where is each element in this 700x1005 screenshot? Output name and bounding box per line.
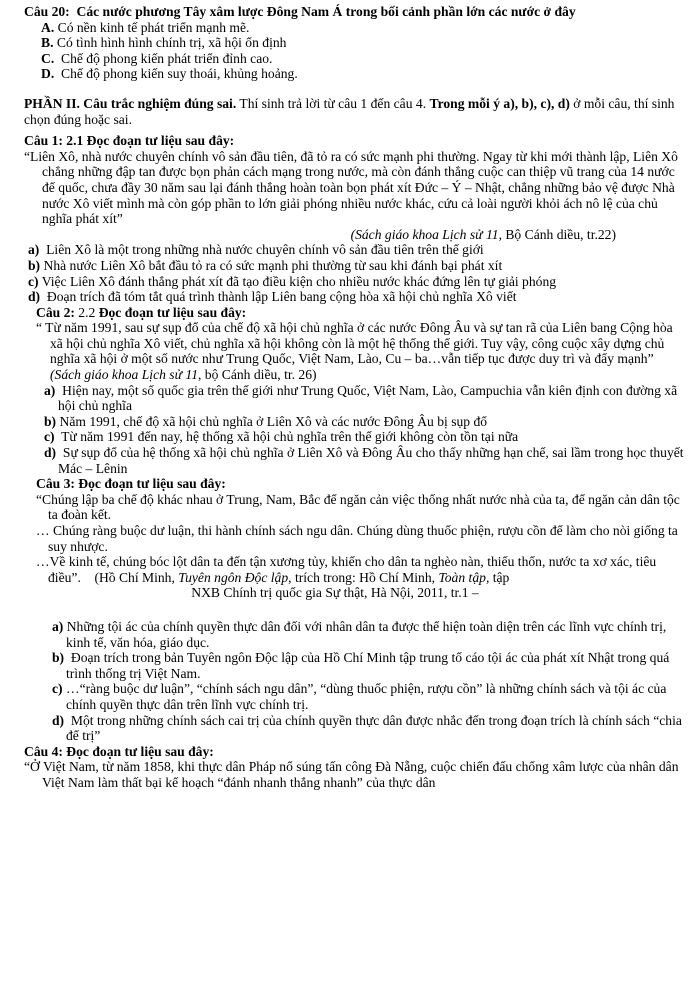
source-rest: , Bộ Cánh diều, tr.22): [498, 226, 616, 242]
item-text: Hiện nay, một số quốc gia trên thế giới như Trung Quốc, Việt Nam, Lào, Campuchia vẫn kiên định con đường xã hội chủ nghĩa: [58, 382, 678, 414]
option-text: Chế độ phong kiến suy thoái, khủng hoảng.: [61, 66, 298, 82]
question-4-passage: “Ở Việt Nam, từ năm 1858, khi thực dân Pháp nổ súng tấn công Đà Nẵng, cuộc chiến đấu chống xâm lược của nhân dân Việt Nam làm thất bại kế hoạch “đánh nhanh thắng nhanh” của thực dân: [24, 759, 679, 790]
question-1-source: [24, 227, 686, 243]
heading-num: 2.2: [74, 304, 96, 320]
item-text: Đoạn trích đã tóm tắt quá trình thành lập Liên bang cộng hòa xã hội chủ nghĩa Xô viết: [46, 289, 517, 305]
question-3-item-d[interactable]: [52, 713, 686, 744]
passage-text: “ Từ năm 1991, sau sự sụp đổ của chế độ xã hội chủ nghĩa ở các nước Đông Âu và sự tan rã của Liên bang Cộng hòa xã hội chủ nghĩa Xô viết, chủ nghĩa xã hội không còn là một hệ thống thế giới. Tuy vậy, công cuộc xây dựng chủ nghĩa xã hội ở một số nước như Trung Quốc, Việt Nam, Lào, Cu – ba…vẫn tiếp tục được duy trì và đẩy mạnh”: [36, 320, 673, 367]
question-3-paragraph-3: [36, 554, 686, 585]
source-d: Toàn tập: [438, 569, 486, 585]
item-label: d): [52, 712, 65, 728]
question-3-paragraph-1: “Chúng lập ba chế độ khác nhau ở Trung, Nam, Bắc để ngăn cản việc thống nhất nước nhà của ta, để ngăn cản dân tộc ta đoàn kết.: [36, 491, 680, 523]
question-3-heading: Câu 3: Đọc đoạn tư liệu sau đây:: [36, 476, 226, 492]
heading-rest: Đọc đoạn tư liệu sau đây:: [95, 304, 247, 320]
option-a[interactable]: [41, 20, 686, 36]
paragraph-text: …Về kinh tế, chúng bóc lột dân ta đến tận xương tủy, khiến cho dân ta nghèo nàn, thiếu thốn, nước ta xơ xác, tiêu điều”.: [36, 554, 657, 585]
option-letter: A.: [41, 19, 55, 35]
part-bold-text: Trong mỗi ý a), b), c), d): [429, 95, 570, 111]
question-1-item-a[interactable]: [24, 242, 686, 258]
question-2-item-a[interactable]: [32, 383, 686, 414]
item-text: Những tội ác của chính quyền thực dân đối với nhân dân ta được thể hiện toàn diện trên các lĩnh vực chính trị, kinh tế, văn hóa, giáo dục.: [66, 618, 667, 650]
question-3-item-a[interactable]: [52, 619, 686, 650]
question-1-item-b[interactable]: [24, 258, 686, 274]
part-text-1: Thí sinh trả lời từ câu 1 đến câu 4.: [239, 95, 427, 111]
option-b[interactable]: [41, 35, 686, 51]
item-label: a): [28, 242, 40, 258]
question-text: Các nước phương Tây xâm lược Đông Nam Á trong bối cảnh phần lớn các nước ở đây: [76, 4, 576, 19]
question-3-item-b[interactable]: [52, 650, 686, 681]
part-heading: PHẦN II. Câu trắc nghiệm đúng sai.: [24, 95, 237, 111]
item-text: Từ năm 1991 đến nay, hệ thống xã hội chủ nghĩa trên thế giới không còn tồn tại nữa: [61, 429, 519, 445]
question-1-heading: Câu 1: 2.1 Đọc đoạn tư liệu sau đây:: [24, 133, 235, 149]
heading-bold: Câu 2:: [36, 304, 75, 320]
question-2-item-b[interactable]: [32, 414, 686, 430]
item-text: Năm 1991, chế độ xã hội chủ nghĩa ở Liên Xô và các nước Đông Âu bị sụp đổ: [59, 413, 488, 429]
question-3-publisher: NXB Chính trị quốc gia Sự thật, Hà Nội, 2011, tr.1 –: [191, 585, 479, 601]
option-text: Có tình hình hình chính trị, xã hội ổn định: [56, 35, 287, 51]
item-text: Sự sụp đổ của hệ thống xã hội chủ nghĩa ở Liên Xô và Đông Âu cho thấy những hạn chế, sai lầm trong học thuyết Mác – Lênin: [58, 445, 684, 476]
item-label: c): [52, 681, 63, 697]
question-2-item-c[interactable]: [32, 429, 686, 445]
source-b: Tuyên ngôn Độc lập: [178, 569, 289, 585]
item-label: c): [44, 429, 55, 445]
option-text: Có nền kinh tế phát triển mạnh mẽ.: [57, 19, 250, 35]
item-label: a): [52, 618, 64, 634]
option-text: Chế độ phong kiến phát triển đỉnh cao.: [61, 50, 273, 66]
source-rest: , bộ Cánh diều, tr. 26): [198, 367, 317, 383]
question-3-paragraph-2: … Chúng ràng buộc dư luận, thi hành chính sách ngu dân. Chúng dùng thuốc phiện, rượu cồn để làm cho nòi giống ta suy nhược.: [36, 523, 678, 554]
option-d[interactable]: [41, 66, 686, 82]
question-1-passage: “Liên Xô, nhà nước chuyên chính vô sản đầu tiên, đã tỏ ra có sức mạnh phi thường. Ngay từ khi mới thành lập, Liên Xô chẳng những đập tan được bọn phản cách mạng trong nước, mà còn đánh thắng cuộc can thiệp vũ trang của 14 nước đế quốc, chưa đầy 30 năm sau lại đánh thắng hoàn toàn bọn phát xít Đức – Ý – Nhật, chẳng những bảo vệ được Nhà nước Xô viết mình mà còn góp phần to lớn giải phóng nhiều nước khác, cứu cả loài người khỏi ách nô lệ của chủ nghĩa phát xít”: [24, 148, 678, 227]
item-text: …“ràng buộc dư luận”, “chính sách ngu dân”, “dùng thuốc phiện, rượu cồn” là những chính sách và tội ác của chính quyền thực dân trên lĩnh vực chính trị.: [65, 681, 667, 712]
source-e: , tập: [485, 569, 510, 585]
option-letter: D.: [41, 66, 55, 82]
source-a: (Hồ Chí Minh,: [94, 569, 179, 585]
item-text: Một trong những chính sách cai trị của chính quyền thực dân được nhắc đến trong đoạn trích là chính sách “chia để trị”: [66, 712, 682, 744]
option-letter: B.: [41, 35, 54, 51]
part-2-instructions: [24, 96, 686, 127]
question-20-title: [24, 4, 686, 20]
item-label: b): [52, 650, 65, 666]
question-label: Câu 20:: [24, 4, 70, 19]
item-label: b): [28, 257, 41, 273]
item-text: Đoạn trích trong bản Tuyên ngôn Độc lập của Hồ Chí Minh tập trung tố cáo tội ác của phát xít Nhật trong quá trình thống trị Việt Nam.: [66, 650, 670, 681]
source-c: , trích trong: Hồ Chí Minh,: [288, 569, 439, 585]
question-2-passage: [36, 320, 686, 382]
source-italic: (Sách giáo khoa Lịch sử 11: [350, 226, 499, 242]
item-label: b): [44, 413, 57, 429]
question-4-heading: Câu 4: Đọc đoạn tư liệu sau đây:: [24, 743, 214, 759]
item-text: Nhà nước Liên Xô bắt đầu tỏ ra có sức mạnh phi thường từ sau khi đánh bại phát xít: [43, 257, 503, 273]
question-1-item-c[interactable]: [24, 274, 686, 290]
option-c[interactable]: [41, 51, 686, 67]
question-2-item-d[interactable]: [32, 445, 686, 476]
item-text: Liên Xô là một trong những nhà nước chuyên chính vô sản đầu tiên trên thế giới: [46, 242, 484, 258]
question-3-item-c[interactable]: [52, 681, 686, 712]
option-letter: C.: [41, 50, 55, 66]
item-label: c): [28, 273, 39, 289]
item-text: Việc Liên Xô đánh thắng phát xít đã tạo điều kiện cho nhiều nước khác đứng lên tự giải phóng: [41, 273, 557, 289]
part-text-2: ở mỗi câu, thí sinh chọn đúng hoặc sai.: [24, 95, 675, 127]
question-1-item-d[interactable]: [24, 289, 686, 305]
question-2-heading: [36, 305, 686, 321]
item-label: a): [44, 382, 56, 398]
source-italic: (Sách giáo khoa Lịch sử 11: [50, 367, 198, 383]
item-label: d): [44, 445, 57, 461]
item-label: d): [28, 289, 41, 305]
